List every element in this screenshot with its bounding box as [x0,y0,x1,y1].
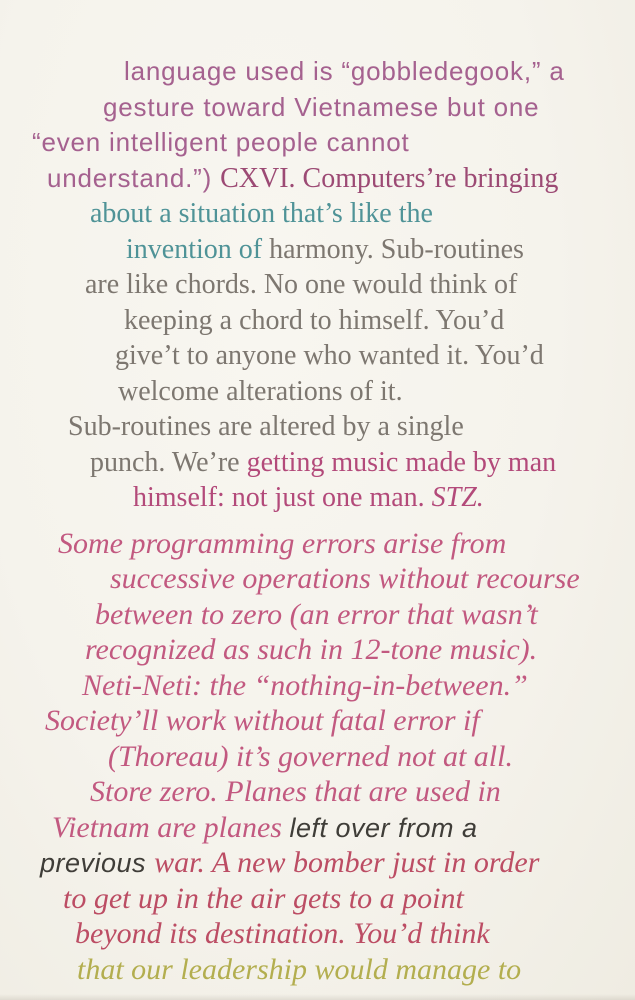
text-line [0,916,635,952]
text-segment: (Thoreau) it’s governed not at all. [108,739,513,773]
text-line [0,703,635,739]
text-line [0,161,635,197]
text-line [0,90,635,126]
text-segment: Vietnam are planes [52,810,290,844]
text-line [0,774,635,810]
text-line [0,810,635,846]
text-line [0,303,635,339]
text-segment: CXVI. Computers’re bringing [220,162,559,194]
text-segment: Some programming errors arise from [58,526,507,560]
text-block [0,54,635,987]
text-segment: language used is “gobbledegook,” a [124,56,565,86]
text-segment: himself: not just one man. [133,482,432,513]
text-line [0,526,635,562]
text-segment: Neti-Neti: the “nothing-in-between.” [82,668,528,702]
text-segment: keeping a chord to himself. You’d [124,304,505,336]
text-line [0,196,635,232]
text-segment: getting music made by man [246,446,557,478]
text-line [0,409,635,445]
text-segment: between to zero (an error that wasn’t [95,597,538,631]
text-line [0,597,635,633]
text-line [0,267,635,303]
text-segment: that our leadership would manage to [77,952,522,986]
text-segment: war. A new bomber just in order [154,846,540,879]
text-segment: understand.”) [47,162,221,193]
text-segment: “even intelligent people cannot [32,127,410,157]
text-line [0,54,635,90]
text-line [0,952,635,988]
text-segment: give’t to anyone who wanted it. You’d [115,340,544,371]
text-segment: welcome alterations of it. [118,375,403,407]
text-line [0,739,635,775]
text-segment: invention of [126,233,270,265]
text-segment: are like chords. No one would think of [85,269,518,300]
text-segment: recognized as such in 12-tone music). [85,633,538,666]
text-line [0,232,635,268]
text-segment: previous [40,848,155,878]
text-segment: Sub-routines are altered by a single [68,411,464,442]
text-line [0,845,635,881]
text-segment: harmony. Sub-routines [269,233,524,265]
text-line [0,480,635,516]
text-segment: gesture toward Vietnamese but one [103,91,540,122]
text-segment: left over from a [289,812,478,843]
text-line [0,881,635,917]
text-segment: STZ. [431,482,484,513]
text-segment: beyond its destination. You’d think [75,917,490,950]
text-segment: successive operations without recourse [110,562,580,595]
text-line [0,668,635,704]
text-segment: punch. We’re [90,446,247,478]
text-line [0,338,635,374]
text-line [0,374,635,410]
text-line [0,632,635,668]
text-segment: Society’ll work without fatal error if [45,704,480,737]
text-segment: to get up in the air gets to a point [63,881,464,915]
text-segment: about a situation that’s like the [90,198,433,229]
text-segment: Store zero. Planes that are used in [90,775,501,808]
text-line [0,561,635,597]
text-line [0,125,635,161]
text-line [0,445,635,481]
